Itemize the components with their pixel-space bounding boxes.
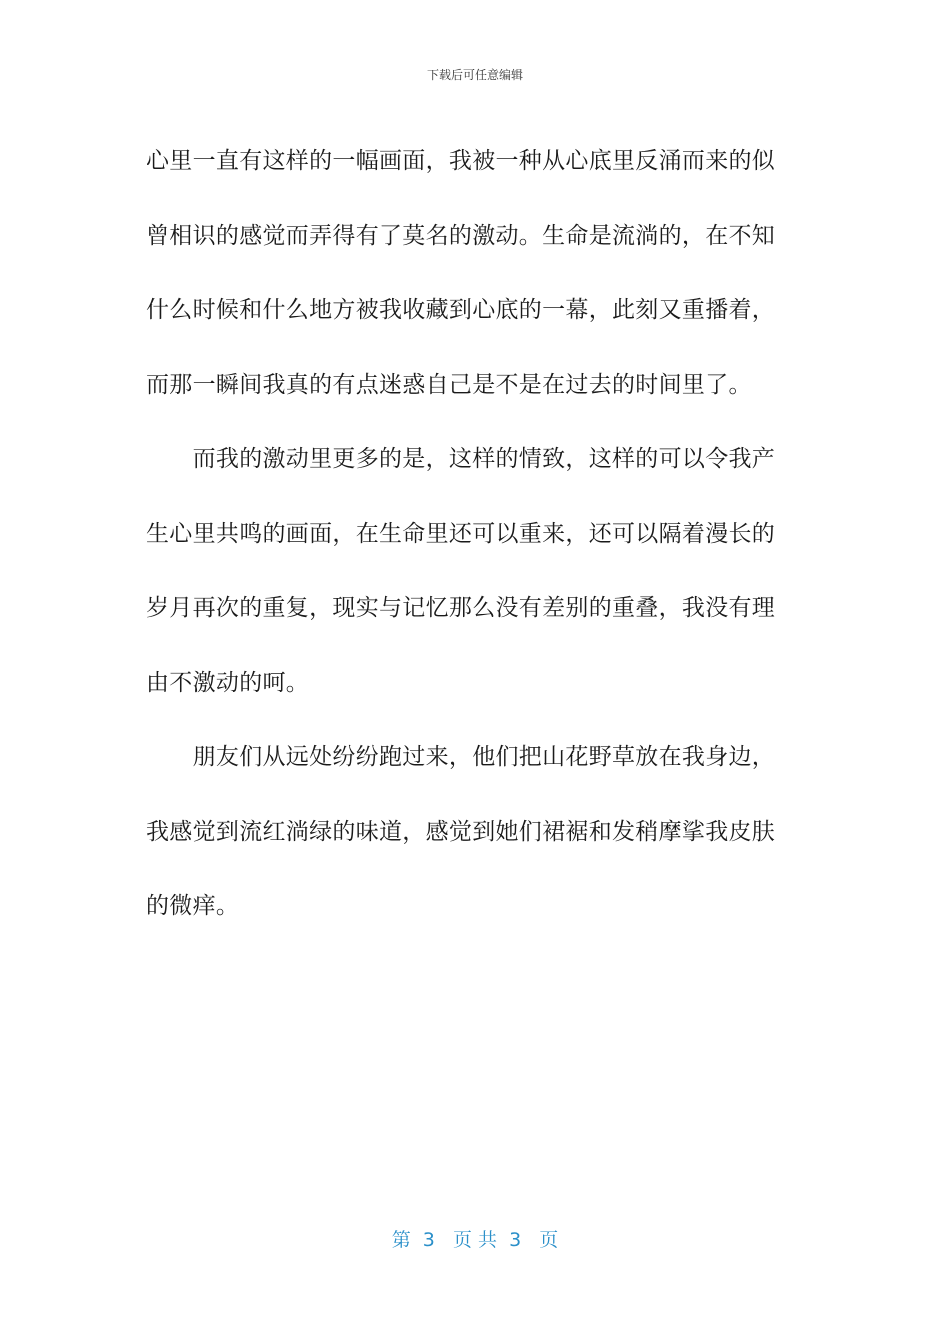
page-header: 下载后可任意编辑 [426, 68, 523, 82]
text-line: 心里一直有这样的一幅画面，我被一种从心底里反涌而来的似 [146, 148, 776, 174]
text-line: 而那一瞬间我真的有点迷惑自己是不是在过去的时间里了。 [146, 371, 752, 398]
page-number: 第 3 页 共 3 页 [391, 1229, 559, 1251]
text-line: 而我的激动里更多的是，这样的情致，这样的可以令我产 [146, 446, 776, 472]
page-footer [0, 1225, 950, 1252]
text-line: 什么时候和什么地方被我收藏到心底的一幕，此刻又重播着， [146, 297, 776, 323]
text-line: 的微痒。 [146, 893, 240, 919]
text-line: 朋友们从远处纷纷跑过来，他们把山花野草放在我身边， [146, 744, 776, 770]
document-body [146, 124, 791, 944]
text-line: 由不激动的呵。 [146, 669, 310, 696]
paragraph-2 [146, 422, 791, 720]
paragraph-1 [146, 124, 791, 422]
paragraph-3 [146, 720, 791, 944]
text-line: 我感觉到流红淌绿的味道，感觉到她们裙裾和发稍摩挲我皮肤 [146, 818, 776, 845]
text-line: 生心里共鸣的画面，在生命里还可以重来，还可以隔着漫长的 [146, 520, 776, 547]
text-line: 岁月再次的重复，现实与记忆那么没有差别的重叠，我没有理 [146, 595, 776, 621]
text-line: 曾相识的感觉而弄得有了莫名的激动。生命是流淌的，在不知 [146, 222, 776, 249]
